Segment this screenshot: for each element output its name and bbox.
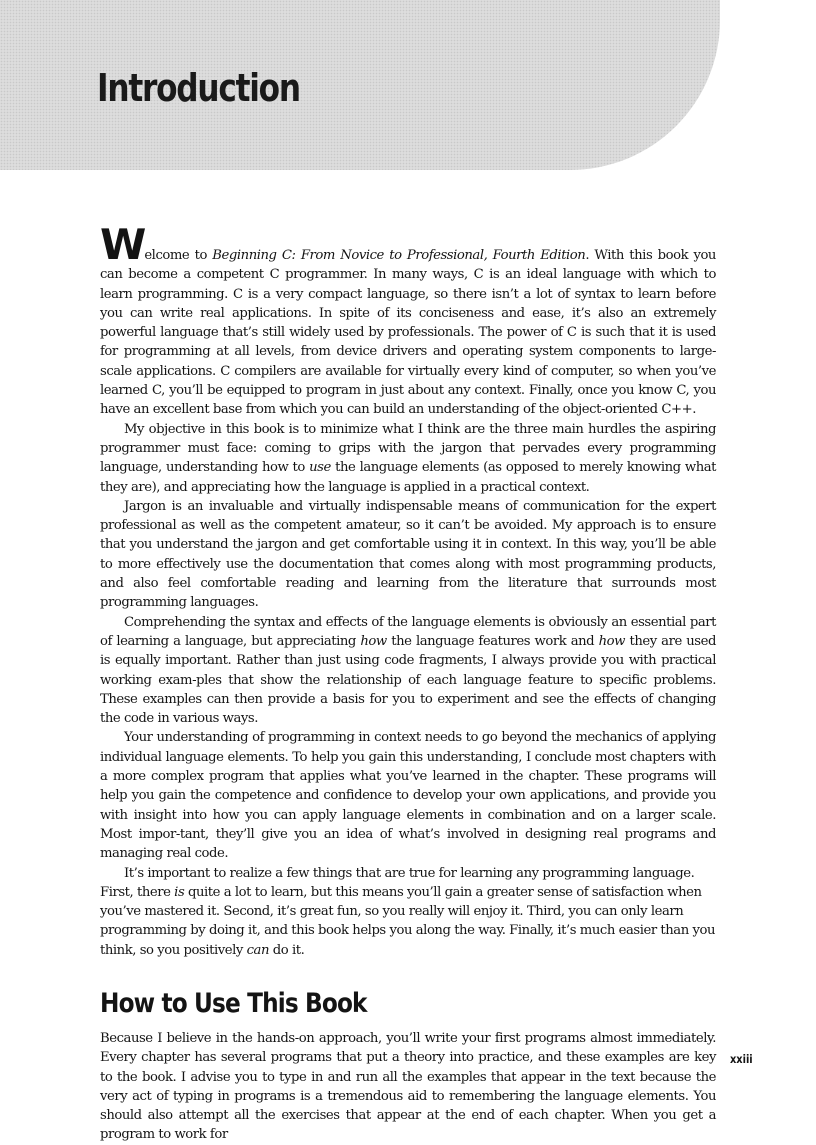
section-heading: How to Use This Book — [100, 987, 367, 1019]
paragraph-text: elcome to — [144, 248, 213, 263]
paragraph-text: Jargon is an invaluable and virtually indispensable means of communication for the expert professional as well as the competent amateur, so it can’t be avoided. My approach is to ensure that you understand the jargon and get comfortable using it in context. In this way, you’ll be able to more effectively use the documentation that comes along with most programming products, and also feel comfortable reading and learning from the literature that surrounds most programming languages. — [100, 498, 716, 611]
italic-text: how — [598, 633, 625, 649]
paragraph-text: It’s important to realize a few things that are true for learning any programming language. First, there — [100, 865, 695, 900]
italic-text: can — [246, 942, 270, 958]
paragraph-text: Your understanding of programming in context needs to go beyond the mechanics of applying individual language elements. To help you gain this understanding, I conclude most chapters with a more complex program that applies what you’ve learned in the chapter. These programs will help you gain the competence and confidence to develop your own applications, and provide you with insight into how you can apply language elements in combination and on a larger scale. Most impor-tant, they’ll give you an idea of what’s involved in designing real programs and managing real code. — [100, 730, 716, 862]
paragraph-text: My objective in this book is to minimize what I think are the three main hurdles the aspiring programmer must face: coming to grips with the jargon that pervades every programming language, understanding how to — [100, 421, 716, 476]
paragraph-text: . With this book you can become a competent C programmer. In many ways, C is an ideal language with which to learn programming. C is a very compact language, so there isn’t a lot of syntax to learn before you can write real applications. In spite of its conciseness and ease, it’s also an extremely powerful language that’s still widely used by professionals. The power of C is such that it is used for programming at all levels, from device drivers and operating system components to large-scale applications. C compilers are available for virtually every kind of computer, so when you’ve learned C, you’ll be equipped to program in just about any context. Finally, once you know C, you have an excellent base from which you can build an understanding of the object-oriented C++. — [100, 248, 716, 418]
paragraph-text: the language elements (as opposed to merely knowing what they are), and appreciating how the language is applied in a practical context. — [100, 460, 717, 495]
paragraph-text: the language features work and — [386, 633, 599, 649]
italic-text: how — [360, 633, 387, 649]
paragraph-text: quite a lot to learn, but this means you’ll gain a greater sense of satisfaction when you’ve mastered it. Second, it’s great fun, so you really will enjoy it. Third, you can only learn programming by doing it, and this book helps you along the way. Finally, it’s much easier than you think, so you positively — [100, 884, 716, 958]
drop-cap: W — [100, 220, 145, 269]
body-paragraph — [100, 613, 716, 729]
chapter-title: Introduction — [97, 66, 300, 110]
paragraph-text: do it. — [269, 942, 305, 958]
body-paragraph — [100, 864, 716, 960]
section-paragraph: Because I believe in the hands-on approach, you’ll write your first programs almost immediately. Every chapter has several programs that put a theory into practice, and these examples are key to the book. I advise you to type in and run all the examples that appear in the text because the very act of typing in programs is a tremendous aid to remembering the language elements. You should also attempt all the exercises that appear at the end of each chapter. When you get a program to work for — [100, 1030, 716, 1143]
italic-text: Beginning C: From Novice to Professional, Fourth Edition — [212, 248, 586, 263]
body-text — [100, 220, 717, 1145]
paragraph-text: Comprehending the syntax and effects of the language elements is obviously an essential part of learning a language, but appreciating — [100, 614, 716, 649]
page-number: xxiii — [730, 1052, 753, 1066]
italic-text: is — [174, 884, 185, 900]
paragraph-text: they are used is equally important. Rather than just using code fragments, I always provide you with practical working exam-ples that show the relationship of each language feature to specific problems. These examples can then provide a basis for you to experiment and see the effects of changing the code in various ways. — [100, 633, 716, 727]
body-paragraph — [100, 728, 716, 863]
italic-text: use — [309, 460, 331, 476]
body-paragraph — [100, 497, 716, 613]
intro-paragraph — [100, 220, 716, 420]
body-paragraph — [100, 420, 716, 497]
